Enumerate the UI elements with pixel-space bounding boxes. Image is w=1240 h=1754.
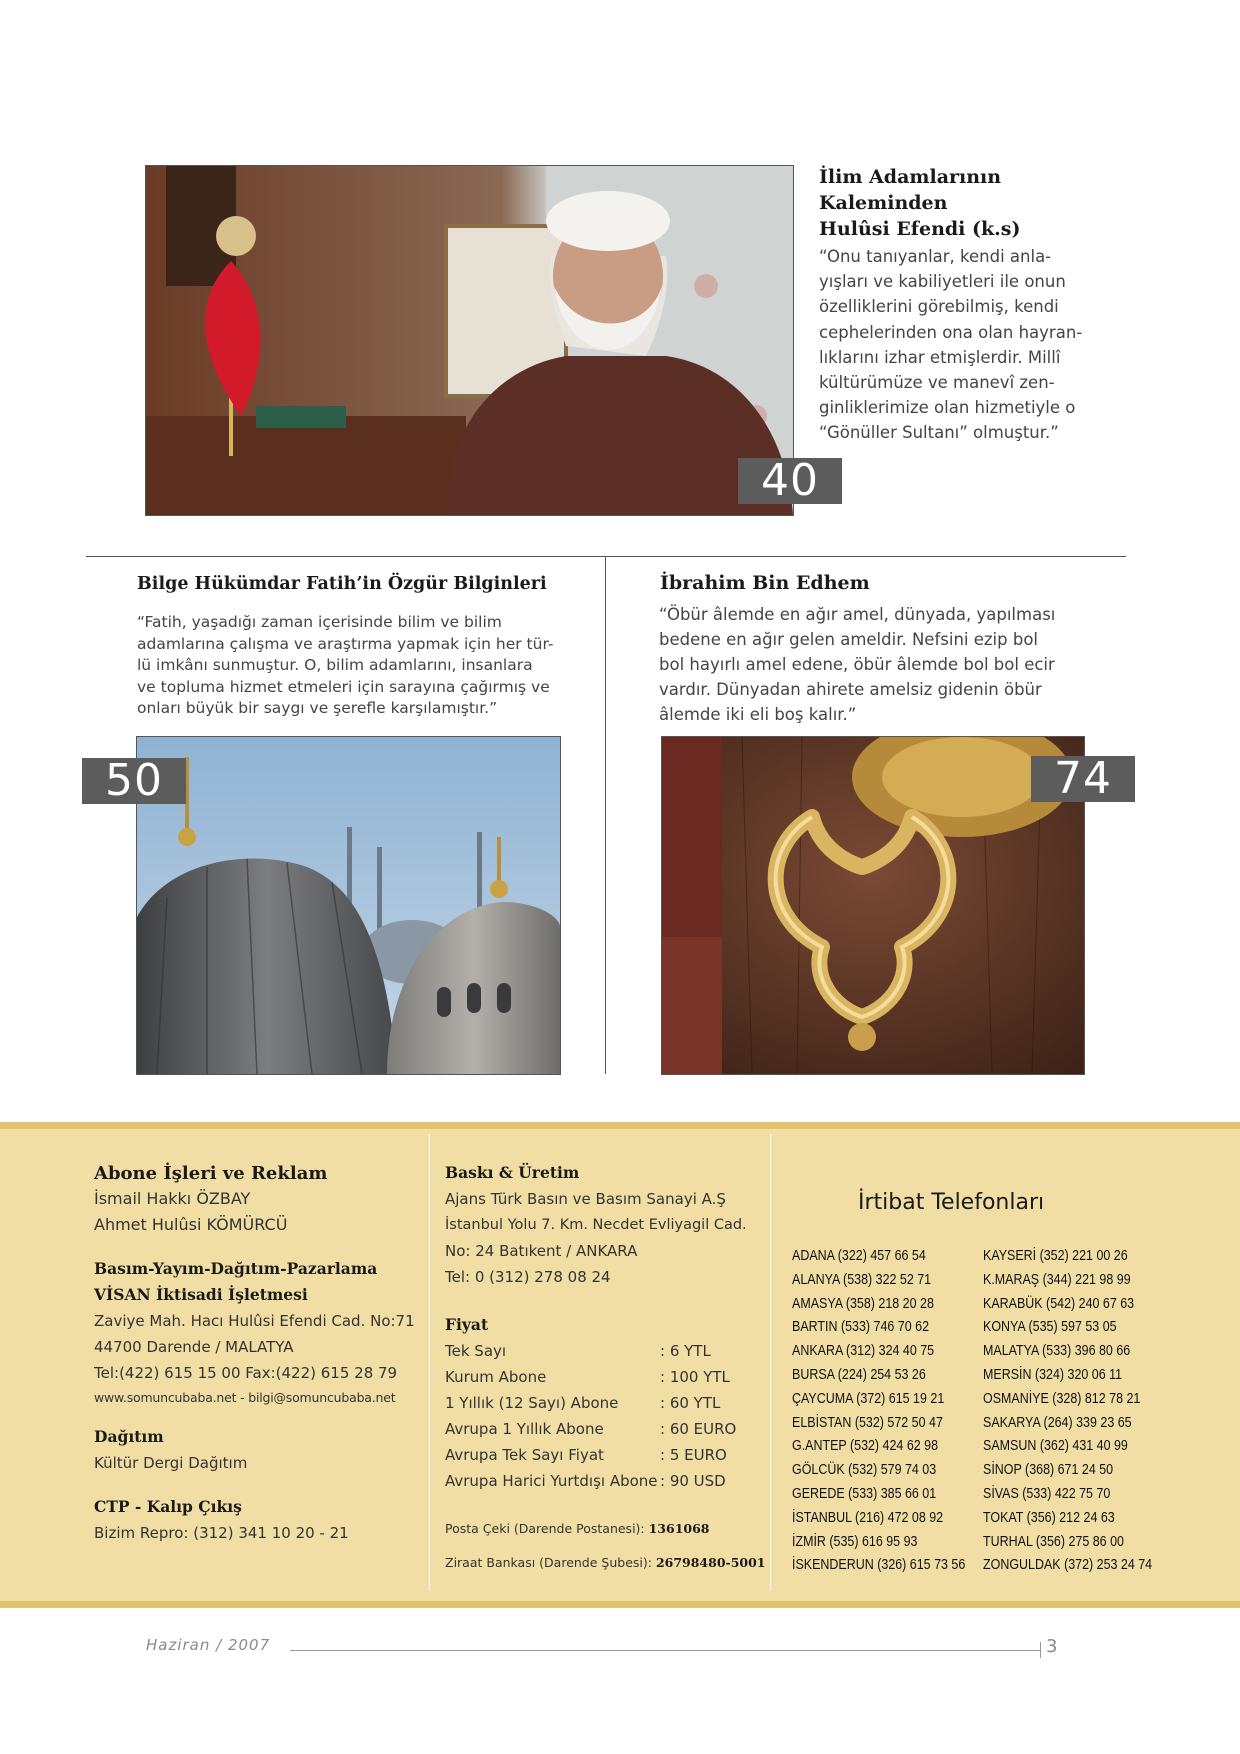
- price-value: : 5 EURO: [660, 1446, 727, 1464]
- bank-info-row: [445, 1516, 765, 1542]
- contact-item: TOKAT (356) 212 24 63: [983, 1509, 1115, 1526]
- price-table: [445, 1338, 765, 1494]
- quote-line: “Fatih, yaşadığı zaman içerisinde bilim ve bilim: [137, 613, 502, 631]
- print-heading: Baskı & Üretim: [445, 1163, 580, 1182]
- article-quote-hulusi: [819, 244, 1119, 446]
- scholar-photo-illustration: [146, 166, 793, 515]
- price-value: : 100 YTL: [660, 1368, 730, 1386]
- contact-item: KARABÜK (542) 240 67 63: [983, 1295, 1135, 1312]
- contact-item: SİNOP (368) 671 24 50: [983, 1462, 1114, 1479]
- publisher-address-line: 44700 Darende / MALATYA: [94, 1338, 294, 1356]
- article-quote-fatih: [137, 612, 577, 720]
- price-value: : 90 USD: [660, 1472, 726, 1490]
- article-title-hulusi[interactable]: [819, 164, 1020, 242]
- article-quote-ibrahim: [659, 602, 1099, 727]
- quote-line: bedene en ağır gelen ameldir. Nefsini ezip bol: [659, 630, 1038, 649]
- imprint-column-1: [94, 1162, 424, 1546]
- distribution-text: Kültür Dergi Dağıtım: [94, 1454, 248, 1472]
- print-phone: Tel: 0 (312) 278 08 24: [445, 1268, 611, 1286]
- article-title-fatih[interactable]: Bilge Hükümdar Fatih’in Özgür Bilginleri: [137, 574, 547, 594]
- contact-item: BARTIN (533) 746 70 62: [792, 1319, 930, 1336]
- contact-item: İZMİR (535) 616 95 93: [792, 1533, 918, 1550]
- page-number-badge-40[interactable]: 40: [738, 458, 842, 504]
- price-label: Kurum Abone: [445, 1368, 547, 1386]
- quote-line: yışları ve kabiliyetleri ile onun: [819, 272, 1066, 292]
- imprint-column-2: [445, 1160, 765, 1576]
- publisher-web-email[interactable]: www.somuncubaba.net - bilgi@somuncubaba.net: [94, 1390, 396, 1405]
- price-label: Avrupa 1 Yıllık Abone: [445, 1420, 604, 1438]
- print-line: Ajans Türk Basın ve Basım Sanayi A.Ş: [445, 1190, 726, 1208]
- publisher-heading: Basım-Yayım-Dağıtım-Pazarlama: [94, 1259, 378, 1278]
- contact-item: OSMANİYE (328) 812 78 21: [983, 1390, 1141, 1407]
- quote-line: ginliklerimize olan hizmetiyle o: [819, 398, 1076, 418]
- contact-item: İSTANBUL (216) 472 08 92: [792, 1509, 944, 1526]
- quote-line: ve topluma hizmet etmeleri için sarayına çağırmış ve: [137, 677, 550, 696]
- contact-item: ADANA (322) 457 66 54: [792, 1248, 926, 1264]
- quote-line: kültürümüze ve manevî zen-: [819, 373, 1055, 393]
- price-row: [445, 1468, 765, 1494]
- distribution-heading: Dağıtım: [94, 1427, 164, 1446]
- price-label: Avrupa Tek Sayı Fiyat: [445, 1446, 604, 1464]
- ctp-text: Bizim Repro: (312) 341 10 20 - 21: [94, 1524, 349, 1542]
- contact-item: G.ANTEP (532) 424 62 98: [792, 1438, 939, 1455]
- bank-value: 26798480-5001: [655, 1555, 766, 1570]
- publisher-address-line: Zaviye Mah. Hacı Hulûsi Efendi Cad. No:71: [94, 1312, 415, 1330]
- subscription-heading: Abone İşleri ve Reklam: [94, 1163, 328, 1184]
- contacts-list-right: [983, 1245, 1163, 1578]
- price-row: [445, 1338, 765, 1364]
- page-number: 3: [1046, 1636, 1058, 1657]
- contact-item: KONYA (535) 597 53 05: [983, 1319, 1117, 1336]
- price-row: [445, 1416, 765, 1442]
- quote-line: adamlarına çalışma ve araştırma yapmak için her tür-: [137, 634, 554, 653]
- price-label: Tek Sayı: [445, 1342, 507, 1360]
- quote-line: vardır. Dünyadan ahirete amelsiz gidenin öbür: [659, 680, 1042, 699]
- contact-item: GEREDE (533) 385 66 01: [792, 1485, 937, 1502]
- article-title-line: Kaleminden: [819, 192, 948, 214]
- bank-label: Ziraat Bankası (Darende Şubesi):: [445, 1555, 656, 1570]
- domes-photo-illustration: [137, 737, 560, 1074]
- imprint-column-divider: [429, 1134, 430, 1590]
- bank-info-row: [445, 1550, 765, 1576]
- subscription-name: Ahmet Hulûsi KÖMÜRCÜ: [94, 1215, 288, 1234]
- contact-item: K.MARAŞ (344) 221 98 99: [983, 1271, 1131, 1288]
- contact-item: KAYSERİ (352) 221 00 26: [983, 1248, 1128, 1264]
- price-value: : 60 YTL: [660, 1394, 721, 1412]
- subscription-name: İsmail Hakkı ÖZBAY: [94, 1189, 251, 1208]
- quote-line: lü imkânı sunmuştur. O, bilim adamlarını, insanlara: [137, 656, 533, 674]
- bank-value: 1361068: [648, 1521, 710, 1536]
- quote-line: “Öbür âlemde en ağır amel, dünyada, yapılması: [659, 605, 1056, 624]
- print-line: İstanbul Yolu 7. Km. Necdet Evliyagil Cad.: [445, 1217, 747, 1233]
- article-title-ibrahim[interactable]: İbrahim Bin Edhem: [660, 572, 870, 594]
- contact-item: İSKENDERUN (326) 615 73 56: [792, 1557, 966, 1574]
- article-title-line: Hulûsi Efendi (k.s): [819, 218, 1021, 240]
- page-number-badge-50[interactable]: 50: [82, 758, 186, 804]
- quote-line: özelliklerini görebilmiş, kendi: [819, 297, 1059, 317]
- contact-item: ZONGULDAK (372) 253 24 74: [983, 1557, 1153, 1574]
- vertical-divider: [605, 556, 606, 1074]
- imprint-column-divider: [770, 1134, 771, 1590]
- ctp-heading: CTP - Kalıp Çıkış: [94, 1497, 242, 1516]
- contact-item: ALANYA (538) 322 52 71: [792, 1271, 932, 1288]
- price-label: Avrupa Harici Yurtdışı Abone: [445, 1472, 658, 1490]
- price-row: [445, 1364, 765, 1390]
- publisher-phone: Tel:(422) 615 15 00 Fax:(422) 615 28 79: [94, 1364, 398, 1382]
- price-row: [445, 1390, 765, 1416]
- quote-line: “Gönüller Sultanı” olmuştur.”: [819, 423, 1059, 443]
- contact-item: TURHAL (356) 275 86 00: [983, 1533, 1124, 1550]
- contact-item: ELBİSTAN (532) 572 50 47: [792, 1414, 943, 1431]
- publisher-heading: VİSAN İktisadi İşletmesi: [94, 1285, 308, 1304]
- contact-item: SAKARYA (264) 339 23 65: [983, 1414, 1132, 1431]
- contacts-list-left: [792, 1245, 972, 1578]
- contact-item: BURSA (224) 254 53 26: [792, 1366, 926, 1383]
- contact-item: AMASYA (358) 218 20 28: [792, 1295, 934, 1312]
- contact-item: MALATYA (533) 396 80 66: [983, 1343, 1131, 1360]
- quote-line: cephelerinden ona olan hayran-: [819, 322, 1083, 342]
- price-row: [445, 1442, 765, 1468]
- article-title-line: İlim Adamlarının: [819, 166, 1002, 188]
- quote-line: bol hayırlı amel edene, öbür âlemde bol bol ecir: [659, 655, 1055, 674]
- article-photo-domes: [136, 736, 561, 1075]
- quote-line: onları büyük bir saygı ve şerefle karşılamıştır.”: [137, 699, 498, 717]
- article-photo-door-knocker: [661, 736, 1085, 1075]
- footer-rule-tick: [1040, 1642, 1041, 1658]
- contact-item: MERSİN (324) 320 06 11: [983, 1366, 1123, 1383]
- contact-item: ANKARA (312) 324 40 75: [792, 1343, 935, 1360]
- footer-rule: [290, 1650, 1040, 1651]
- price-label: 1 Yıllık (12 Sayı) Abone: [445, 1394, 619, 1412]
- bank-label: Posta Çeki (Darende Postanesi):: [445, 1521, 649, 1536]
- contact-item: ÇAYCUMA (372) 615 19 21: [792, 1390, 945, 1407]
- article-photo-scholar: [145, 165, 794, 516]
- contact-item: SAMSUN (362) 431 40 99: [983, 1438, 1128, 1455]
- page-number-badge-74[interactable]: 74: [1031, 756, 1135, 802]
- price-heading: Fiyat: [445, 1315, 489, 1334]
- contact-item: GÖLCÜK (532) 579 74 03: [792, 1462, 937, 1479]
- contacts-heading: İrtibat Telefonları: [858, 1190, 1045, 1215]
- quote-line: “Onu tanıyanlar, kendi anla-: [819, 247, 1052, 266]
- contact-item: SİVAS (533) 422 75 70: [983, 1485, 1111, 1502]
- price-value: : 6 YTL: [660, 1342, 711, 1360]
- quote-line: lıklarını izhar etmişlerdir. Millî: [819, 347, 1061, 367]
- horizontal-divider: [86, 556, 1126, 557]
- quote-line: âlemde iki eli boş kalır.”: [659, 705, 857, 724]
- issue-date: Haziran / 2007: [146, 1636, 271, 1654]
- price-value: : 60 EURO: [660, 1420, 737, 1438]
- print-line: No: 24 Batıkent / ANKARA: [445, 1242, 638, 1260]
- door-knocker-photo-illustration: [662, 737, 1084, 1074]
